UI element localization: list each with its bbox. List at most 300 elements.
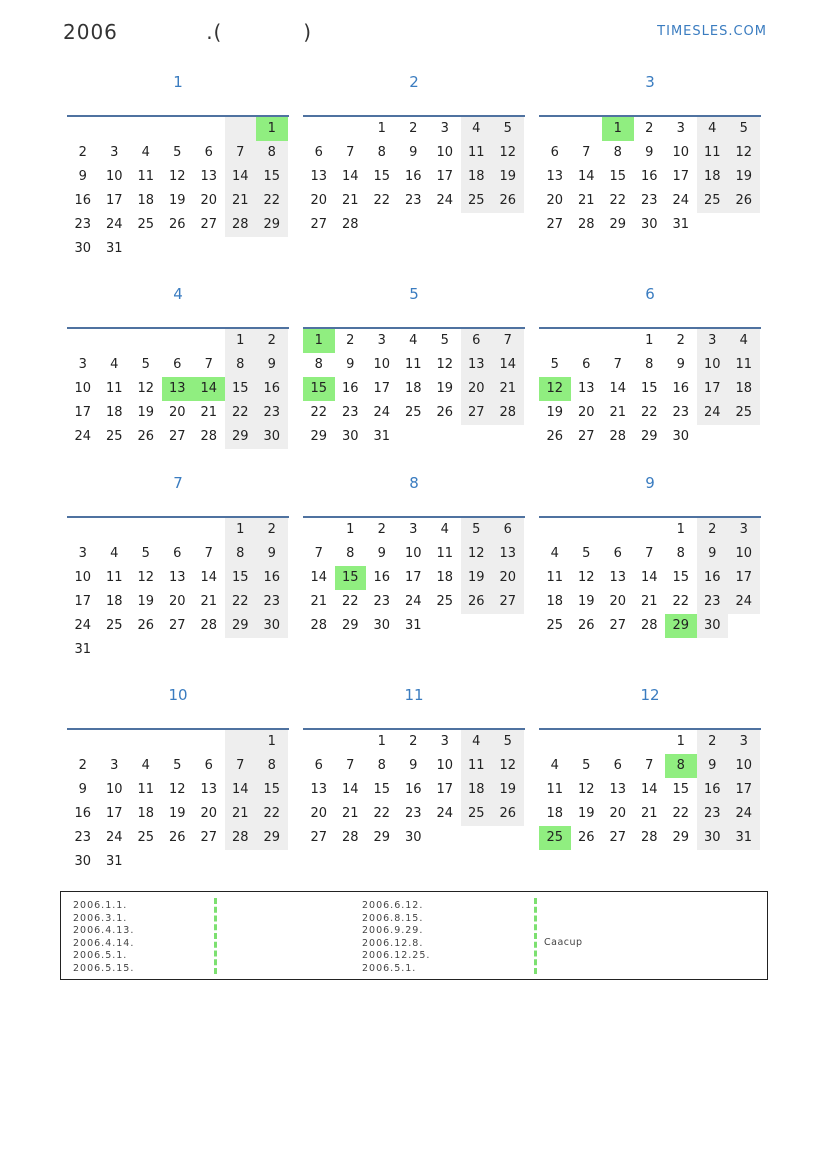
day-cell: 11 — [546, 570, 564, 585]
day-cell: 6 — [173, 546, 182, 561]
month-block — [67, 284, 289, 449]
day-cell: 19 — [728, 165, 760, 189]
day-cell: 16 — [373, 570, 391, 585]
day-cell: 24 — [436, 806, 454, 821]
empty-day-cell — [130, 329, 162, 353]
empty-day-cell — [602, 518, 634, 542]
day-cell: 10 — [728, 542, 760, 566]
day-cell: 4 — [697, 117, 729, 141]
day-cell: 2 — [377, 522, 386, 537]
day-cell: 14 — [225, 165, 257, 189]
day-cell: 11 — [728, 353, 760, 377]
holiday-day-cell: 12 — [539, 377, 571, 401]
holiday-day-cell: 25 — [539, 826, 571, 850]
holiday-day-cell: 1 — [602, 117, 634, 141]
day-cell: 20 — [577, 405, 595, 420]
day-cell: 10 — [404, 546, 422, 561]
day-cell: 6 — [204, 758, 213, 773]
day-cell: 18 — [461, 778, 493, 802]
empty-day-cell — [99, 518, 131, 542]
day-cell: 29 — [310, 429, 328, 444]
day-cell: 25 — [105, 429, 123, 444]
day-cell: 29 — [640, 429, 658, 444]
day-cell: 20 — [609, 594, 627, 609]
day-cell: 5 — [440, 333, 449, 348]
day-cell: 17 — [697, 377, 729, 401]
month-name: 2 — [409, 73, 419, 91]
month-block — [67, 685, 289, 874]
holiday-day-cell: 29 — [665, 614, 697, 638]
empty-day-cell — [225, 117, 257, 141]
day-cell: 7 — [204, 357, 213, 372]
day-cell: 22 — [373, 193, 391, 208]
day-cell: 26 — [168, 830, 186, 845]
legend-date: 2006.4.13. — [73, 925, 135, 936]
day-cell: 29 — [609, 217, 627, 232]
empty-day-cell — [539, 117, 571, 141]
holiday-legend — [60, 891, 768, 980]
day-cell: 10 — [728, 754, 760, 778]
day-cell: 1 — [645, 333, 654, 348]
day-cell: 10 — [105, 782, 123, 797]
day-cell: 14 — [577, 169, 595, 184]
day-cell: 23 — [697, 590, 729, 614]
day-cell: 12 — [461, 542, 493, 566]
day-cell: 8 — [256, 141, 288, 165]
day-cell: 3 — [440, 734, 449, 749]
day-cell: 19 — [492, 778, 524, 802]
day-cell: 7 — [492, 329, 524, 353]
day-cell: 27 — [310, 830, 328, 845]
month-name: 10 — [168, 686, 188, 704]
day-cell: 9 — [645, 145, 654, 160]
empty-day-cell — [130, 117, 162, 141]
empty-day-cell — [193, 329, 225, 353]
day-cell: 30 — [341, 429, 359, 444]
day-cell: 28 — [200, 618, 218, 633]
day-cell: 10 — [436, 145, 454, 160]
day-cell: 21 — [200, 594, 218, 609]
day-cell: 8 — [676, 546, 685, 561]
day-cell: 30 — [74, 854, 92, 869]
month-days-grid — [539, 730, 761, 850]
day-cell: 13 — [609, 782, 627, 797]
day-cell: 21 — [341, 806, 359, 821]
day-cell: 24 — [74, 429, 92, 444]
legend-date: 2006.8.15. — [362, 912, 424, 924]
day-cell: 22 — [373, 806, 391, 821]
day-cell: 23 — [74, 830, 92, 845]
month-name: 11 — [404, 686, 424, 704]
legend-date: 2006.5.1. — [73, 950, 128, 961]
empty-day-cell — [99, 730, 131, 754]
day-cell: 7 — [314, 546, 323, 561]
empty-day-cell — [539, 518, 571, 542]
legend-left-dates — [73, 900, 134, 975]
legend-note: Caacup — [544, 937, 583, 948]
day-cell: 30 — [373, 618, 391, 633]
day-cell: 30 — [640, 217, 658, 232]
day-cell: 3 — [409, 522, 418, 537]
day-cell: 28 — [609, 429, 627, 444]
day-cell: 2 — [256, 329, 288, 353]
day-cell: 5 — [582, 546, 591, 561]
day-cell: 18 — [697, 165, 729, 189]
day-cell: 15 — [640, 381, 658, 396]
day-cell: 31 — [105, 854, 123, 869]
day-cell: 11 — [137, 782, 155, 797]
day-cell: 26 — [728, 189, 760, 213]
month-days-grid — [303, 518, 525, 638]
day-cell: 4 — [110, 357, 119, 372]
day-cell: 21 — [577, 193, 595, 208]
legend-date: 2006.1.1. — [73, 900, 128, 911]
day-cell: 30 — [74, 241, 92, 256]
empty-day-cell — [193, 117, 225, 141]
day-cell: 6 — [582, 357, 591, 372]
day-cell: 21 — [200, 405, 218, 420]
day-cell: 5 — [173, 145, 182, 160]
day-cell: 16 — [74, 193, 92, 208]
day-cell: 9 — [697, 542, 729, 566]
day-cell: 24 — [74, 618, 92, 633]
day-cell: 17 — [404, 570, 422, 585]
empty-day-cell — [303, 730, 335, 754]
empty-day-cell — [193, 730, 225, 754]
day-cell: 20 — [200, 193, 218, 208]
day-cell: 2 — [676, 333, 685, 348]
month-name: 12 — [640, 686, 660, 704]
day-cell: 3 — [728, 730, 760, 754]
month-block — [303, 284, 525, 449]
empty-day-cell — [67, 117, 99, 141]
day-cell: 28 — [640, 618, 658, 633]
day-cell: 19 — [137, 405, 155, 420]
day-cell: 3 — [78, 546, 87, 561]
day-cell: 5 — [173, 758, 182, 773]
day-cell: 2 — [409, 734, 418, 749]
day-cell: 20 — [200, 806, 218, 821]
day-cell: 26 — [137, 618, 155, 633]
day-cell: 16 — [672, 381, 690, 396]
empty-day-cell — [335, 730, 367, 754]
empty-day-cell — [602, 329, 634, 353]
day-cell: 20 — [310, 193, 328, 208]
day-cell: 31 — [105, 241, 123, 256]
day-cell: 27 — [200, 830, 218, 845]
day-cell: 5 — [550, 357, 559, 372]
day-cell: 28 — [225, 826, 257, 850]
day-cell: 13 — [609, 570, 627, 585]
day-cell: 22 — [640, 405, 658, 420]
day-cell: 21 — [640, 806, 658, 821]
day-cell: 10 — [74, 381, 92, 396]
day-cell: 17 — [105, 193, 123, 208]
day-cell: 16 — [697, 566, 729, 590]
holiday-day-cell: 14 — [193, 377, 225, 401]
day-cell: 24 — [373, 405, 391, 420]
day-cell: 27 — [168, 429, 186, 444]
day-cell: 16 — [404, 782, 422, 797]
day-cell: 13 — [200, 782, 218, 797]
day-cell: 19 — [461, 566, 493, 590]
day-cell: 30 — [697, 614, 729, 638]
day-cell: 29 — [672, 830, 690, 845]
empty-day-cell — [130, 730, 162, 754]
day-cell: 30 — [256, 614, 288, 638]
month-block — [539, 72, 761, 237]
month-block — [539, 685, 761, 850]
day-cell: 5 — [141, 546, 150, 561]
day-cell: 29 — [256, 826, 288, 850]
day-cell: 17 — [74, 405, 92, 420]
day-cell: 4 — [440, 522, 449, 537]
empty-day-cell — [602, 730, 634, 754]
day-cell: 18 — [728, 377, 760, 401]
day-cell: 15 — [609, 169, 627, 184]
day-cell: 31 — [728, 826, 760, 850]
day-cell: 12 — [492, 141, 524, 165]
day-cell: 2 — [645, 121, 654, 136]
day-cell: 26 — [168, 217, 186, 232]
legend-date: 2006.12.25. — [362, 950, 431, 961]
day-cell: 14 — [225, 778, 257, 802]
day-cell: 26 — [461, 590, 493, 614]
empty-day-cell — [335, 117, 367, 141]
day-cell: 3 — [728, 518, 760, 542]
day-cell: 8 — [225, 542, 257, 566]
day-cell: 7 — [613, 357, 622, 372]
day-cell: 20 — [492, 566, 524, 590]
day-cell: 17 — [728, 778, 760, 802]
day-cell: 17 — [436, 782, 454, 797]
holiday-day-cell: 15 — [303, 377, 335, 401]
month-name: 6 — [645, 285, 655, 303]
day-cell: 27 — [609, 618, 627, 633]
day-cell: 9 — [676, 357, 685, 372]
day-cell: 25 — [546, 618, 564, 633]
day-cell: 23 — [74, 217, 92, 232]
day-cell: 11 — [404, 357, 422, 372]
day-cell: 16 — [74, 806, 92, 821]
day-cell: 23 — [672, 405, 690, 420]
day-cell: 1 — [256, 730, 288, 754]
month-name: 3 — [645, 73, 655, 91]
day-cell: 25 — [461, 802, 493, 826]
day-cell: 20 — [168, 405, 186, 420]
day-cell: 28 — [341, 217, 359, 232]
day-cell: 24 — [728, 802, 760, 826]
day-cell: 5 — [492, 117, 524, 141]
day-cell: 21 — [609, 405, 627, 420]
day-cell: 24 — [436, 193, 454, 208]
day-cell: 20 — [609, 806, 627, 821]
month-name: 5 — [409, 285, 419, 303]
day-cell: 11 — [461, 754, 493, 778]
day-cell: 9 — [697, 754, 729, 778]
month-name: 9 — [645, 474, 655, 492]
day-cell: 5 — [728, 117, 760, 141]
day-cell: 6 — [613, 546, 622, 561]
day-cell: 28 — [310, 618, 328, 633]
day-cell: 29 — [225, 425, 257, 449]
empty-day-cell — [162, 117, 194, 141]
day-cell: 21 — [225, 189, 257, 213]
day-cell: 22 — [256, 802, 288, 826]
month-block — [67, 72, 289, 261]
holiday-day-cell: 1 — [256, 117, 288, 141]
day-cell: 9 — [377, 546, 386, 561]
day-cell: 10 — [697, 353, 729, 377]
day-cell: 7 — [645, 546, 654, 561]
day-cell: 20 — [168, 594, 186, 609]
day-cell: 6 — [492, 518, 524, 542]
day-cell: 1 — [346, 522, 355, 537]
legend-separator — [534, 898, 537, 974]
month-name: 8 — [409, 474, 419, 492]
day-cell: 4 — [409, 333, 418, 348]
day-cell: 22 — [672, 806, 690, 821]
day-cell: 17 — [436, 169, 454, 184]
day-cell: 14 — [341, 169, 359, 184]
day-cell: 4 — [110, 546, 119, 561]
day-cell: 24 — [672, 193, 690, 208]
day-cell: 1 — [676, 522, 685, 537]
day-cell: 29 — [225, 614, 257, 638]
empty-day-cell — [162, 518, 194, 542]
day-cell: 29 — [256, 213, 288, 237]
day-cell: 27 — [546, 217, 564, 232]
day-cell: 8 — [377, 145, 386, 160]
day-cell: 20 — [310, 806, 328, 821]
day-cell: 15 — [225, 377, 257, 401]
day-cell: 8 — [645, 357, 654, 372]
holiday-day-cell: 1 — [303, 329, 335, 353]
day-cell: 26 — [577, 618, 595, 633]
day-cell: 21 — [225, 802, 257, 826]
day-cell: 18 — [137, 193, 155, 208]
day-cell: 19 — [577, 806, 595, 821]
day-cell: 21 — [341, 193, 359, 208]
month-name: 7 — [173, 474, 183, 492]
day-cell: 19 — [577, 594, 595, 609]
month-days-grid — [303, 329, 525, 449]
day-cell: 6 — [173, 357, 182, 372]
day-cell: 9 — [78, 169, 87, 184]
legend-date: 2006.6.12. — [362, 900, 424, 911]
day-cell: 15 — [373, 782, 391, 797]
day-cell: 3 — [78, 357, 87, 372]
day-cell: 7 — [204, 546, 213, 561]
day-cell: 8 — [256, 754, 288, 778]
day-cell: 28 — [341, 830, 359, 845]
day-cell: 16 — [640, 169, 658, 184]
day-cell: 13 — [200, 169, 218, 184]
day-cell: 7 — [346, 758, 355, 773]
day-cell: 3 — [440, 121, 449, 136]
day-cell: 18 — [105, 594, 123, 609]
empty-day-cell — [67, 730, 99, 754]
day-cell: 14 — [341, 782, 359, 797]
day-cell: 3 — [110, 145, 119, 160]
day-cell: 2 — [697, 518, 729, 542]
day-cell: 26 — [492, 189, 524, 213]
day-cell: 11 — [697, 141, 729, 165]
day-cell: 15 — [373, 169, 391, 184]
day-cell: 1 — [225, 518, 257, 542]
day-cell: 1 — [377, 121, 386, 136]
day-cell: 24 — [728, 590, 760, 614]
day-cell: 6 — [314, 145, 323, 160]
month-name: 4 — [173, 285, 183, 303]
legend-date: 2006.9.29. — [362, 925, 424, 936]
day-cell: 25 — [105, 618, 123, 633]
day-cell: 18 — [105, 405, 123, 420]
empty-day-cell — [99, 329, 131, 353]
day-cell: 24 — [697, 401, 729, 425]
day-cell: 18 — [404, 381, 422, 396]
day-cell: 17 — [373, 381, 391, 396]
day-cell: 28 — [225, 213, 257, 237]
day-cell: 22 — [225, 590, 257, 614]
day-cell: 12 — [168, 169, 186, 184]
day-cell: 24 — [105, 830, 123, 845]
day-cell: 22 — [672, 594, 690, 609]
day-cell: 12 — [137, 570, 155, 585]
day-cell: 17 — [105, 806, 123, 821]
day-cell: 23 — [256, 590, 288, 614]
day-cell: 28 — [492, 401, 524, 425]
day-cell: 8 — [314, 357, 323, 372]
day-cell: 24 — [404, 594, 422, 609]
empty-day-cell — [571, 518, 603, 542]
day-cell: 15 — [225, 566, 257, 590]
day-cell: 24 — [105, 217, 123, 232]
brand-logo-link[interactable]: TIMESLES.COM — [657, 24, 767, 39]
day-cell: 31 — [672, 217, 690, 232]
day-cell: 9 — [78, 782, 87, 797]
day-cell: 5 — [141, 357, 150, 372]
page-title: 2006 .( ) — [63, 20, 313, 44]
day-cell: 8 — [377, 758, 386, 773]
day-cell: 25 — [697, 189, 729, 213]
day-cell: 27 — [577, 429, 595, 444]
day-cell: 7 — [225, 754, 257, 778]
empty-day-cell — [634, 730, 666, 754]
empty-day-cell — [99, 117, 131, 141]
day-cell: 3 — [676, 121, 685, 136]
day-cell: 17 — [672, 169, 690, 184]
day-cell: 23 — [404, 193, 422, 208]
day-cell: 27 — [492, 590, 524, 614]
day-cell: 25 — [728, 401, 760, 425]
day-cell: 25 — [436, 594, 454, 609]
day-cell: 28 — [200, 429, 218, 444]
holiday-day-cell: 15 — [335, 566, 367, 590]
day-cell: 26 — [546, 429, 564, 444]
day-cell: 10 — [672, 145, 690, 160]
month-block — [303, 72, 525, 237]
day-cell: 13 — [310, 782, 328, 797]
empty-day-cell — [67, 329, 99, 353]
day-cell: 1 — [225, 329, 257, 353]
month-days-grid — [67, 730, 289, 874]
day-cell: 15 — [256, 778, 288, 802]
day-cell: 3 — [110, 758, 119, 773]
month-block — [67, 473, 289, 662]
legend-date: 2006.4.14. — [73, 937, 135, 949]
legend-date: 2006.12.8. — [362, 937, 424, 949]
